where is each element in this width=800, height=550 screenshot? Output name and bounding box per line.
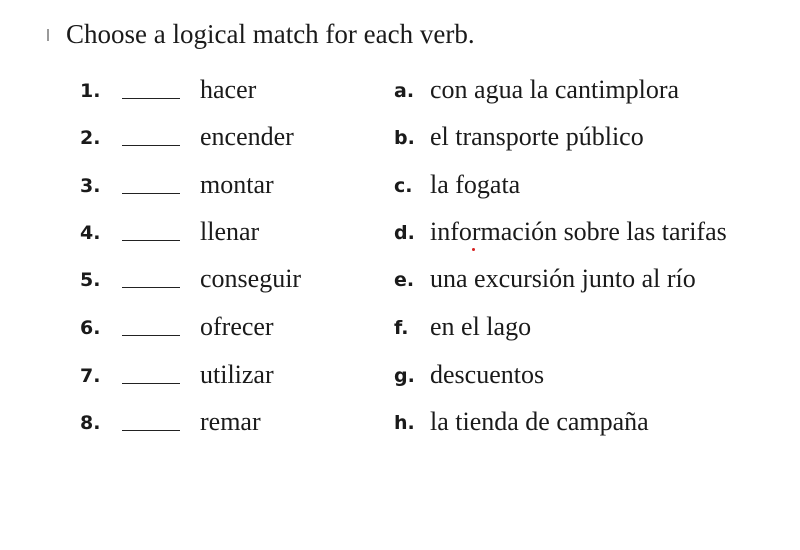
item-number: 4. — [80, 222, 101, 244]
answer-blank[interactable] — [122, 335, 180, 336]
answer-blank[interactable] — [122, 287, 180, 288]
option-letter: e. — [394, 269, 415, 291]
item-number: 7. — [80, 365, 101, 387]
item-number: 8. — [80, 412, 101, 434]
item-number: 3. — [80, 175, 101, 197]
option-letter: h. — [394, 412, 415, 434]
option-text: con agua la cantimplora — [430, 75, 680, 104]
option-text: una excursión junto al río — [430, 264, 696, 293]
option-letter: a. — [394, 80, 415, 102]
match-row-6 — [0, 309, 800, 349]
verb-text: utilizar — [200, 360, 274, 389]
option-letter: d. — [394, 222, 415, 244]
option-letter: g. — [394, 365, 415, 387]
answer-blank[interactable] — [122, 193, 180, 194]
verb-text: conseguir — [200, 264, 302, 293]
answer-blank[interactable] — [122, 240, 180, 241]
verb-text: encender — [200, 122, 294, 151]
item-number: 2. — [80, 127, 101, 149]
option-letter: c. — [394, 175, 413, 197]
option-text: en el lago — [430, 312, 532, 341]
match-row-3 — [0, 167, 800, 207]
option-text: el transporte público — [430, 122, 644, 151]
option-text: la fogata — [430, 170, 521, 199]
verb-text: ofrecer — [200, 312, 274, 341]
option-text: descuentos — [430, 360, 545, 389]
answer-blank[interactable] — [122, 383, 180, 384]
match-row-2 — [0, 119, 800, 159]
match-row-5 — [0, 261, 800, 301]
verb-text: remar — [200, 407, 261, 436]
answer-blank[interactable] — [122, 430, 180, 431]
option-letter: f. — [394, 317, 409, 339]
option-text: la tienda de campaña — [430, 407, 649, 436]
match-row-8 — [0, 404, 800, 444]
match-row-1 — [0, 72, 800, 112]
item-number: 1. — [80, 80, 101, 102]
item-number: 6. — [80, 317, 101, 339]
verb-text: montar — [200, 170, 274, 199]
stray-red-mark — [472, 248, 475, 251]
answer-blank[interactable] — [122, 98, 180, 99]
verb-text: hacer — [200, 75, 257, 104]
match-row-7 — [0, 357, 800, 397]
match-row-4 — [0, 214, 800, 254]
option-text: información sobre las tarifas — [430, 217, 727, 246]
verb-text: llenar — [200, 217, 260, 246]
item-number: 5. — [80, 269, 101, 291]
answer-blank[interactable] — [122, 145, 180, 146]
option-letter: b. — [394, 127, 415, 149]
exercise-instruction: Choose a logical match for each verb. — [66, 19, 475, 49]
